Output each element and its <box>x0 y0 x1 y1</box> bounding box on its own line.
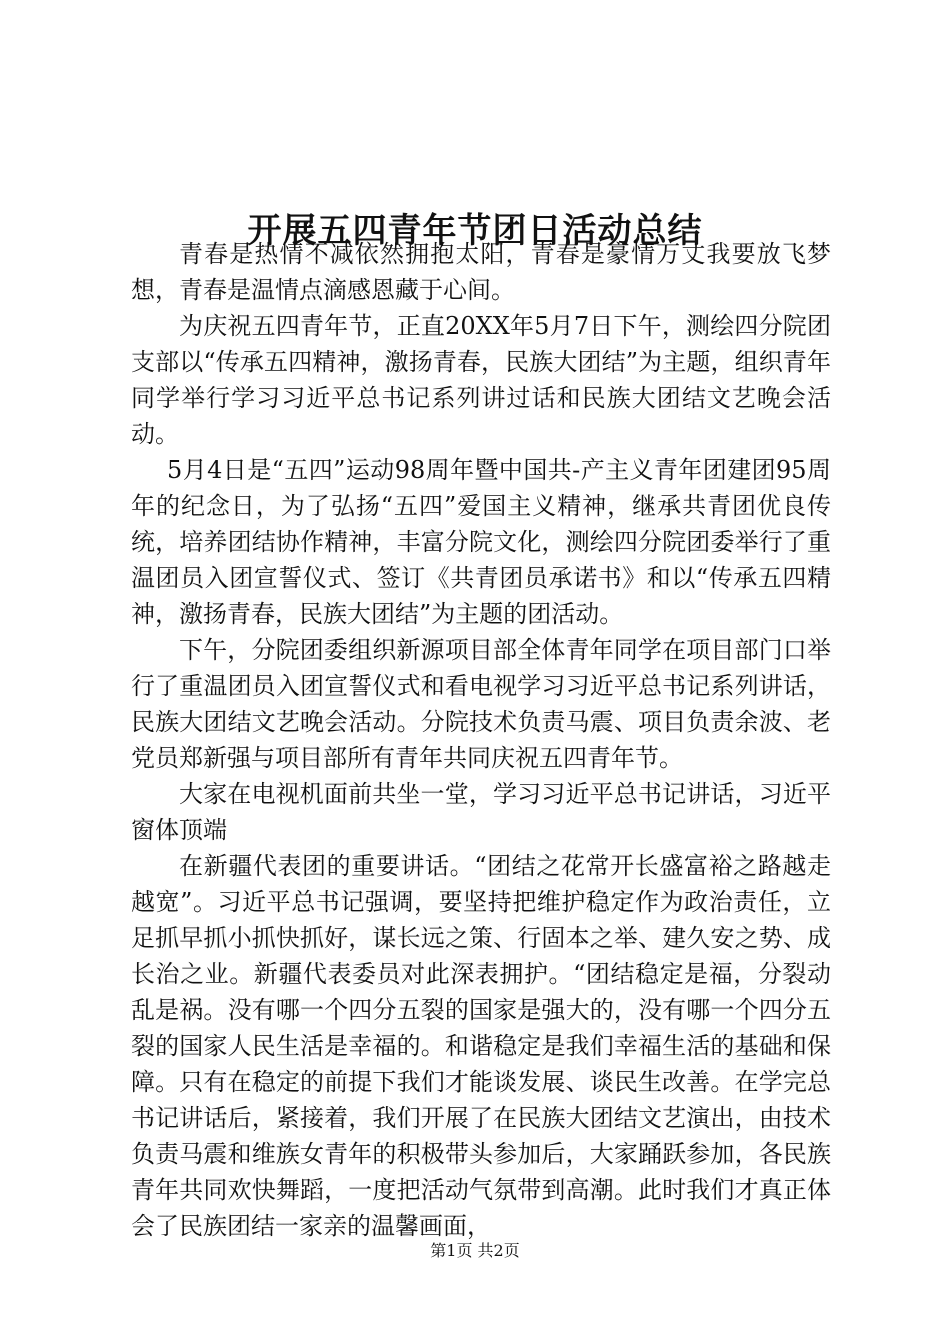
document-title: 开展五四青年节团日活动总结 <box>247 210 703 251</box>
page-number: 第1页 共2页 <box>430 1241 520 1260</box>
paragraph-celebration: 为庆祝五四青年节，正直20XX年5月7日下午，测绘四分院团支部以“传承五四精神，激扬青春，民族大团结”为主题，组织青年同学举行学习习近平总书记系列讲过话和民族大团结文艺晚会活动。 <box>131 312 831 448</box>
paragraph-anniversary: 5月4日是“五四”运动98周年暨中国共-产主义青年团建团95周年的纪念日，为了弘扬“五四”爱国主义精神，继承共青团优良传统，培养团结协作精神，丰富分院文化，测绘四分院团委举行了重温团员入团宣誓仪式、签订《共青团员承诺书》和以“传承五四精神，激扬青春，民族大团结”为主题的团活动。 <box>131 456 831 628</box>
paragraph-tv-study: 大家在电视机面前共坐一堂，学习习近平总书记讲话，习近平窗体顶端 <box>131 780 831 844</box>
paragraph-xinjiang: 在新疆代表团的重要讲话。“团结之花常开长盛富裕之路越走越宽”。习近平总书记强调，要坚持把维护稳定作为政治责任，立足抓早抓小抓快抓好，谋长远之策、行固本之举、建久安之势、成长治之业。新疆代表委员对此深表拥护。“团结稳定是福，分裂动乱是祸。没有哪一个四分五裂的国家是强大的，没有哪一个四分五裂的国家人民生活是幸福的。和谐稳定是我们幸福生活的基础和保障。只有在稳定的前提下我们才能谈发展、谈民生改善。在学完总书记讲话后，紧接着，我们开展了在民族大团结文艺演出，由技术负责马震和维族女青年的积极带头参加后，大家踊跃参加，各民族青年共同欢快舞蹈，一度把活动气氛带到高潮。此时我们才真正体会了民族团结一家亲的温馨画面， <box>131 852 831 1240</box>
paragraph-intro: 青春是热情不减依然拥抱太阳，青春是豪情万丈我要放飞梦想，青春是温情点滴感恩藏于心间。 <box>131 240 831 304</box>
document-body <box>131 236 831 1244</box>
paragraph-afternoon: 下午，分院团委组织新源项目部全体青年同学在项目部门口举行了重温团员入团宣誓仪式和看电视学习习近平总书记系列讲话，民族大团结文艺晚会活动。分院技术负责马震、项目负责余波、老党员郑新强与项目部所有青年共同庆祝五四青年节。 <box>131 636 831 772</box>
